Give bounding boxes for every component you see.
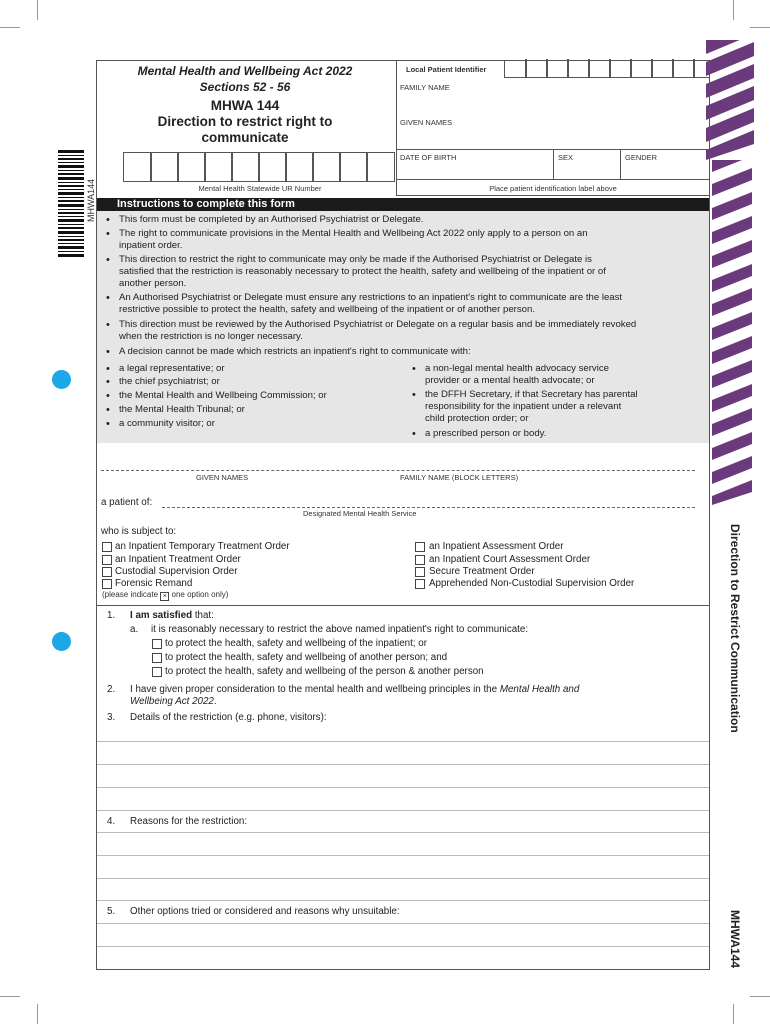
exempt-item: • a prescribed person or body. bbox=[425, 428, 546, 441]
please-indicate-note bbox=[102, 590, 228, 601]
blue-dot-marker bbox=[52, 370, 71, 389]
crop-mark bbox=[0, 996, 20, 997]
instruction-line: restrictive possible to protect the health, safety and wellbeing of the inpatient or of another person. bbox=[119, 304, 535, 315]
family-name-label: FAMILY NAME bbox=[400, 83, 450, 92]
instruction-bullet: • A decision cannot be made which restricts an inpatient's right to communicate with: bbox=[119, 346, 471, 359]
crop-mark bbox=[750, 996, 770, 997]
item3-text: Details of the restriction (e.g. phone, visitors): bbox=[130, 712, 327, 723]
crop-mark bbox=[0, 27, 20, 28]
gender-label: GENDER bbox=[625, 153, 658, 162]
order-label: Secure Treatment Order bbox=[429, 566, 535, 577]
instruction-bullet: • This form must be completed by an Authorised Psychiatrist or Delegate. bbox=[119, 214, 423, 227]
given-names-field[interactable] bbox=[397, 117, 709, 147]
item2-act-2: Wellbeing Act 2022 bbox=[130, 696, 214, 707]
option-checkbox[interactable] bbox=[152, 667, 162, 677]
given-names-caption: GIVEN NAMES bbox=[196, 473, 249, 482]
stripe-decoration bbox=[706, 40, 754, 160]
item-number: 1. bbox=[107, 610, 116, 621]
exempt-item: • the Mental Health and Wellbeing Commission; or bbox=[119, 390, 327, 403]
order-label: an Inpatient Treatment Order bbox=[115, 554, 241, 565]
item2-text bbox=[130, 684, 700, 697]
item1-text bbox=[130, 610, 214, 623]
act-title: Mental Health and Wellbeing Act 2022 bbox=[137, 64, 353, 78]
service-line[interactable] bbox=[162, 507, 695, 508]
instruction-line: another person. bbox=[119, 278, 187, 289]
item4-text: Reasons for the restriction: bbox=[130, 816, 248, 827]
order-label: Forensic Remand bbox=[115, 578, 193, 589]
item2-text-line2 bbox=[130, 696, 217, 709]
instruction-bullet: • An Authorised Psychiatrist or Delegate must ensure any restrictions to an inpatient's right to communicate are the least bbox=[119, 292, 622, 305]
item5-text: Other options tried or considered and reasons why unsuitable: bbox=[130, 906, 400, 917]
instruction-bullet: • This direction must be reviewed by the Authorised Psychiatrist or Delegate on a regular basis and be immediately revoked bbox=[119, 319, 636, 332]
given-names-label: GIVEN NAMES bbox=[400, 118, 453, 127]
item-number: 4. bbox=[107, 816, 116, 827]
sections: Sections 52 - 56 bbox=[199, 80, 291, 94]
exempt-item: • a legal representative; or bbox=[119, 363, 225, 376]
option-checkbox[interactable] bbox=[152, 639, 162, 649]
label-note: Place patient identification label above bbox=[489, 184, 617, 193]
exempt-item: • a non-legal mental health advocacy service bbox=[425, 363, 609, 376]
exempt-item: • the chief psychiatrist; or bbox=[119, 376, 220, 389]
one-option-text: one option only) bbox=[171, 590, 229, 599]
family-name-caption: FAMILY NAME (BLOCK LETTERS) bbox=[400, 473, 519, 482]
order-label: an Inpatient Court Assessment Order bbox=[429, 554, 591, 565]
form-title-line1: Direction to restrict right to bbox=[157, 114, 333, 129]
checked-box-icon: × bbox=[160, 592, 169, 601]
order-checkbox[interactable] bbox=[415, 555, 425, 565]
writing-line[interactable] bbox=[97, 832, 709, 833]
order-label: an Inpatient Assessment Order bbox=[429, 541, 564, 552]
satisfied-rest: that: bbox=[194, 610, 214, 621]
writing-line[interactable] bbox=[97, 810, 709, 811]
writing-line[interactable] bbox=[97, 855, 709, 856]
item2-main: I have given proper consideration to the mental health and wellbeing principles in the bbox=[130, 684, 498, 695]
order-label: Custodial Supervision Order bbox=[115, 566, 238, 577]
crop-mark bbox=[750, 27, 770, 28]
vertical-code: MHWA144 bbox=[728, 910, 742, 969]
patient-name-line[interactable] bbox=[101, 470, 695, 471]
exempt-item: • a community visitor; or bbox=[119, 418, 215, 431]
blue-dot-marker bbox=[52, 632, 71, 651]
instruction-bullet: • This direction to restrict the right to communicate may only be made if the Authorised Psychiatrist or Delegate is bbox=[119, 254, 592, 267]
order-checkbox[interactable] bbox=[102, 567, 112, 577]
order-checkbox[interactable] bbox=[415, 579, 425, 589]
order-checkbox[interactable] bbox=[415, 542, 425, 552]
form-code: MHWA 144 bbox=[210, 98, 280, 113]
writing-line[interactable] bbox=[97, 946, 709, 947]
writing-line[interactable] bbox=[97, 900, 709, 901]
order-checkbox[interactable] bbox=[102, 579, 112, 589]
order-checkbox[interactable] bbox=[415, 567, 425, 577]
crop-mark bbox=[37, 1004, 38, 1024]
order-label: an Inpatient Temporary Treatment Order bbox=[115, 541, 290, 552]
instruction-line: inpatient order. bbox=[119, 240, 183, 251]
item-number: 5. bbox=[107, 906, 116, 917]
item1a-label: a. bbox=[130, 624, 139, 635]
exempt-item-line: child protection order; or bbox=[425, 413, 529, 424]
instruction-line: when the restriction is no longer necessary. bbox=[119, 331, 303, 342]
crop-mark bbox=[37, 0, 38, 20]
instruction-line: satisfied that the restriction is reasonably necessary to protect the health, safety and wellbeing of the inpatient or of bbox=[119, 266, 606, 277]
service-caption: Designated Mental Health Service bbox=[303, 509, 417, 518]
instructions-heading: Instructions to complete this form bbox=[97, 198, 709, 211]
sex-label: SEX bbox=[558, 153, 574, 162]
option-label: to protect the health, safety and wellbeing of the inpatient; or bbox=[165, 638, 427, 649]
local-id-boxes[interactable] bbox=[504, 60, 710, 78]
writing-line[interactable] bbox=[97, 764, 709, 765]
local-id-label: Local Patient Identifier bbox=[406, 65, 487, 74]
a-patient-of-label: a patient of: bbox=[101, 497, 153, 508]
order-label: Apprehended Non-Custodial Supervision Order bbox=[429, 578, 635, 589]
satisfied-bold: I am satisfied bbox=[130, 610, 193, 621]
section-divider bbox=[97, 605, 709, 606]
instruction-bullet: • The right to communicate provisions in the Mental Health and Wellbeing Act 2022 only apply to a person on an bbox=[119, 228, 588, 241]
ur-label: Mental Health Statewide UR Number bbox=[198, 184, 322, 193]
option-label: to protect the health, safety and wellbeing of another person; and bbox=[165, 652, 448, 663]
vertical-title: Direction to Restrict Communication bbox=[728, 524, 742, 733]
crop-mark bbox=[733, 0, 734, 20]
subject-to-label: who is subject to: bbox=[101, 526, 177, 537]
exempt-item-line: provider or a mental health advocate; or bbox=[425, 375, 595, 386]
stripe-decoration bbox=[712, 160, 752, 505]
family-name-field[interactable] bbox=[397, 82, 709, 112]
item2-act-1: Mental Health and bbox=[499, 684, 580, 695]
crop-mark bbox=[733, 1004, 734, 1024]
item2-end: . bbox=[213, 696, 217, 707]
item-number: 3. bbox=[107, 712, 116, 723]
barcode bbox=[58, 150, 84, 258]
form-title-line2: communicate bbox=[201, 130, 289, 145]
order-checkbox[interactable] bbox=[102, 542, 112, 552]
writing-line[interactable] bbox=[97, 741, 709, 742]
barcode-label: MHWA144 bbox=[86, 178, 96, 222]
exempt-item: • the DFFH Secretary, if that Secretary has parental bbox=[425, 389, 638, 402]
order-checkbox[interactable] bbox=[102, 555, 112, 565]
writing-line[interactable] bbox=[97, 787, 709, 788]
option-label: to protect the health, safety and wellbeing of the person & another person bbox=[165, 666, 484, 677]
exempt-item: • the Mental Health Tribunal; or bbox=[119, 404, 245, 417]
item-number: 2. bbox=[107, 684, 116, 695]
exempt-item-line: responsibility for the inpatient under a relevant bbox=[425, 401, 622, 412]
ur-number-boxes[interactable] bbox=[123, 152, 395, 182]
writing-line[interactable] bbox=[97, 923, 709, 924]
option-checkbox[interactable] bbox=[152, 653, 162, 663]
dob-label: DATE OF BIRTH bbox=[400, 153, 457, 162]
please-indicate-text: (please indicate bbox=[102, 590, 159, 599]
writing-line[interactable] bbox=[97, 878, 709, 879]
item1a-text: it is reasonably necessary to restrict the above named inpatient's right to communicate: bbox=[151, 624, 529, 635]
